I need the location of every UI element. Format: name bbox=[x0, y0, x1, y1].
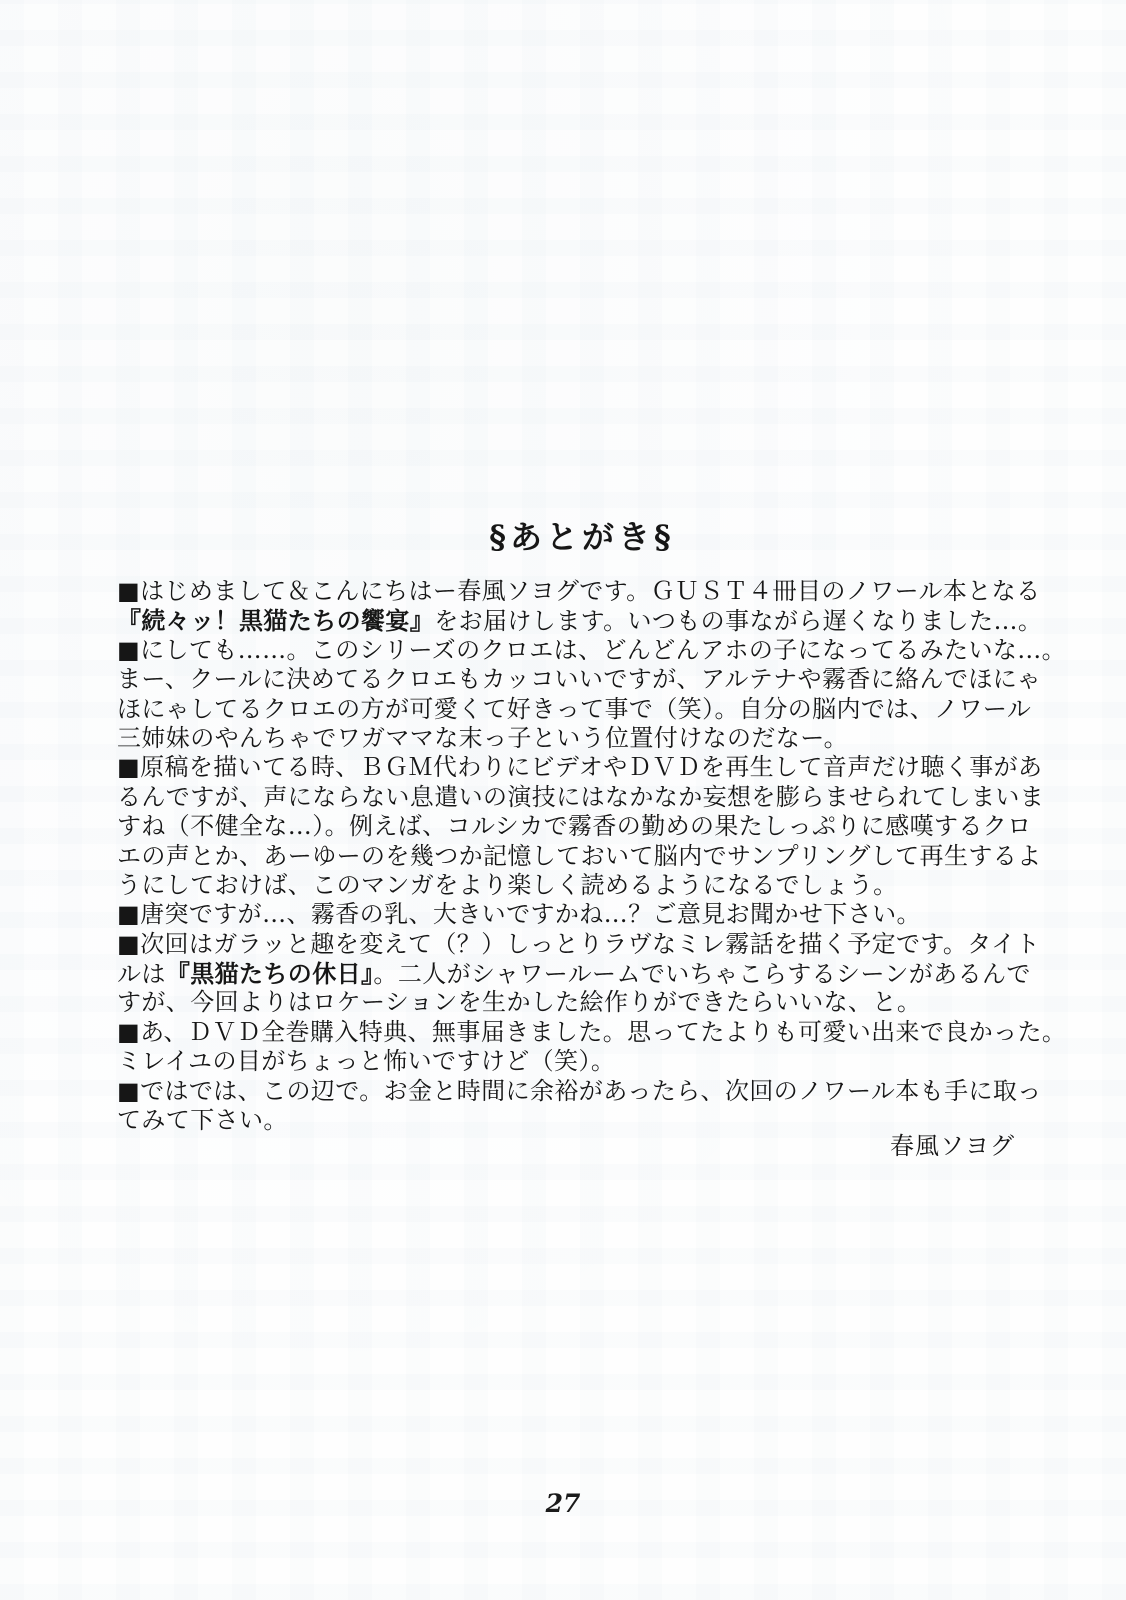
text-segment: ルは bbox=[117, 960, 166, 989]
text-line bbox=[117, 753, 1049, 782]
text-segment: をお届けします。いつもの事ながら遅くなりました…。 bbox=[434, 607, 1043, 636]
text-line bbox=[117, 842, 1049, 871]
text-segment: 三姉妹のやんちゃでワガママな末っ子という位置付けなのだなー。 bbox=[117, 723, 849, 752]
text-segment: すね（不健全な…）。例えば、コルシカで霧香の勤めの果たしっぷりに感嘆するクロ bbox=[117, 812, 1032, 841]
text-line bbox=[117, 1047, 1049, 1076]
text-segment: エの声とか、あーゆーのを幾つか記憶しておいて脳内でサンプリングして再生するよ bbox=[117, 841, 1042, 870]
text-segment: うにしておけば、このマンガをより楽しく読めるようになるでしょう。 bbox=[117, 870, 898, 899]
text-line bbox=[117, 783, 1049, 812]
text-segment: るんですが、声にならない息遣いの演技にはなかなか妄想を膨らませられてしまいま bbox=[117, 782, 1045, 811]
text-line bbox=[117, 959, 1049, 988]
text-segment: ■唐突ですが…、霧香の乳、大きいですかね…？ご意見お聞かせ下さい。 bbox=[117, 900, 921, 929]
text-line bbox=[117, 1017, 1067, 1047]
text-line bbox=[117, 695, 1049, 724]
text-line bbox=[117, 665, 1049, 694]
text-segment: ■にしても……。このシリーズのクロエは、どんどんアホの子になってるみたいな…。 bbox=[117, 635, 1067, 664]
text-line bbox=[117, 930, 1049, 959]
text-line bbox=[117, 812, 1049, 841]
text-segment: 。二人がシャワールームでいちゃこらするシーンがあるんで bbox=[373, 960, 1031, 989]
bold-text-segment: 『続々ッ！黒猫たちの饗宴』 bbox=[117, 606, 435, 636]
text-line bbox=[117, 1077, 1049, 1106]
text-segment: てみて下さい。 bbox=[117, 1106, 288, 1135]
text-segment: ■あ、ＤＶＤ全巻購入特典、無事届きました。思ってたよりも可愛い出来で良かった。 bbox=[117, 1017, 1067, 1046]
text-line bbox=[117, 988, 1049, 1017]
text-segment: ■次回はガラッと趣を変えて（？）しっとりラヴなミレ霧話を描く予定です。タイト bbox=[117, 929, 1040, 958]
page-number: 27 bbox=[545, 1489, 581, 1518]
text-segment: ミレイユの目がちょっと怖いですけど（笑）。 bbox=[117, 1047, 616, 1076]
text-line bbox=[117, 606, 1049, 635]
text-segment: すが、今回よりはロケーションを生かした絵作りができたらいいな、と。 bbox=[117, 988, 922, 1017]
text-line bbox=[117, 871, 1049, 900]
text-line bbox=[117, 900, 1049, 929]
text-segment: ■ではでは、この辺で。お金と時間に余裕があったら、次回のノワール本も手に取っ bbox=[117, 1076, 1042, 1105]
text-segment: まー、クールに決めてるクロエもカッコいいですが、アルテナや霧香に絡んでほにゃ bbox=[117, 665, 1042, 694]
afterword-title: §あとがき§ bbox=[489, 518, 675, 556]
text-line bbox=[117, 577, 1049, 606]
text-line bbox=[117, 724, 1049, 753]
text-line bbox=[117, 635, 1067, 665]
text-segment: ■はじめまして＆こんにちはー春風ソヨグです。ＧＵＳＴ４冊目のノワール本となる bbox=[117, 577, 1041, 605]
text-segment: ほにゃしてるクロエの方が可愛くて好きって事で（笑）。自分の脳内では、ノワール bbox=[117, 694, 1032, 723]
afterword-body bbox=[117, 577, 1067, 1135]
text-segment: ■原稿を描いてる時、ＢＧＭ代わりにビデオやＤＶＤを再生して音声だけ聴く事があ bbox=[117, 753, 1043, 782]
bold-text-segment: 『黒猫たちの休日』 bbox=[165, 959, 374, 989]
author-signature: 春風ソヨグ bbox=[890, 1132, 1015, 1160]
